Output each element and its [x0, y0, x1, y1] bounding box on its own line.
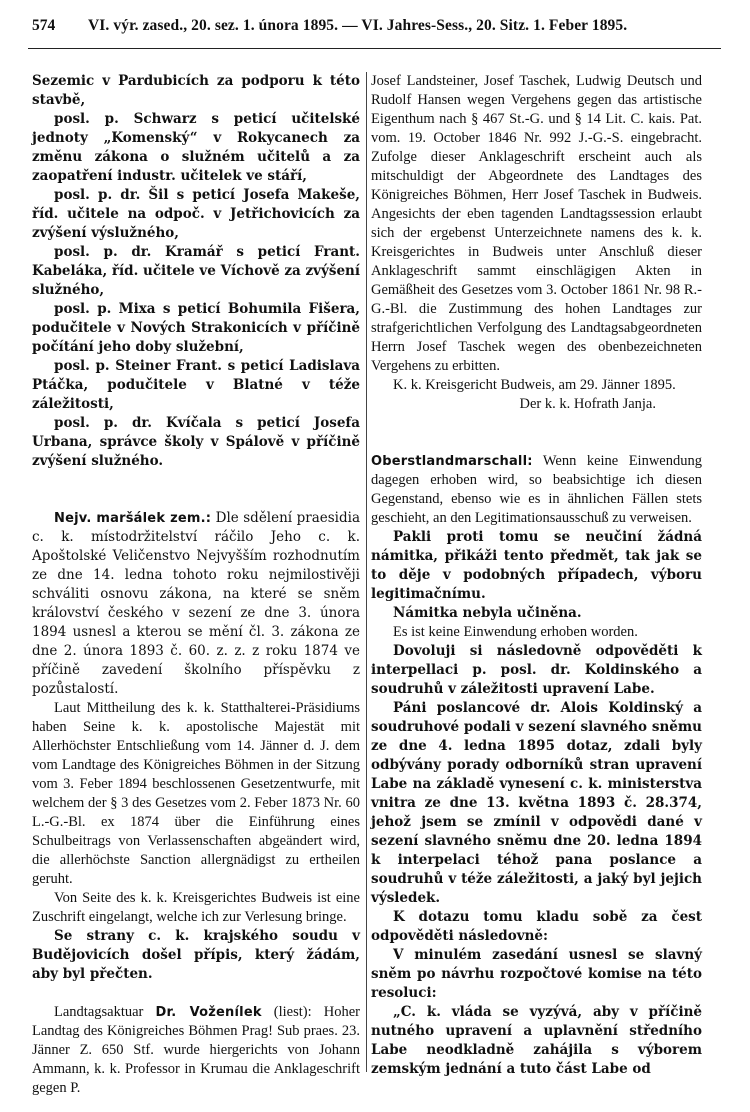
page-number: 574 [32, 17, 56, 34]
column-divider [366, 72, 367, 1072]
right-paragraph-7: Páni poslancové dr. Alois Koldinský a soudruhové podali v sezení slavného sněmu ze dne 4. ledna 1895 dotaz, zdali byly odbývány porady odborníků stran upravení Labe na základě vynesení c. k. ministerstva vnitra ze dne 13. května 1893 č. 28.374, jehož jsem se zmínil v odpovědi dané v sezení slavného sněmu dne 20. ledna 1894 k interpelaci téhož pana poslance a soudruhů v téže záležitosti, a jaký byl jejich výsledek. [371, 700, 702, 906]
left-paragraph-czech: Se strany c. k. krajského soudu v Budějovicích došel přípis, který žádám, aby byl přečten. [32, 928, 360, 982]
left-paragraph-3: posl. p. dr. Šil s peticí Josefa Makeše, říd. učitele na odpoč. v Jetřichovicích za zvýšení výslužného, [32, 187, 360, 241]
left-paragraph-german-2: Von Seite des k. k. Kreisgerichtes Budweis ist eine Zuschrift eingelangt, welche ich zur Verlesung bringe. [32, 890, 360, 925]
paragraph-3-end: žádná námitka, přikáži tento předmět, tak jak se to děje v podobných případech, výboru legitimačnímu. [371, 529, 702, 602]
right-paragraph-3 [371, 528, 702, 604]
right-paragraph-10: „C. k. vláda se vyzývá, aby v příčině nutného upravení a uplavnění středního Labe neodkladně zahájila s výborem zemským jednání a tuto část Labe od [371, 1004, 702, 1077]
section-gap [371, 414, 702, 433]
section-gap [32, 984, 360, 1003]
left-speaker-paragraph [32, 509, 360, 699]
right-paragraph-8: K dotazu tomu kladu sobě za čest odpověděti následovně: [371, 909, 702, 944]
left-paragraph-6: posl. p. Steiner Frant. s peticí Ladislava Ptáčka, podučitele v Blatné v téže záležitosti, [32, 358, 360, 412]
header-rule [28, 48, 721, 49]
aktuar-name: Dr. Voženílek [155, 1005, 262, 1020]
aktuar-text: (liest): Hoher Landtag des Königreiches Böhmen Prag! Sub praes. 23. Jänner Z. 650 Stf. wurde hiergerichts von Johann Ammann, k. k. Professor in Krumau die Anklageschrift gegen P. [32, 1004, 360, 1096]
right-paragraph-5: Es ist keine Einwendung erhoben worden. [393, 624, 638, 640]
left-paragraph-7: posl. p. dr. Kvíčala s peticí Josefa Urbana, správce školy v Spálově v příčině zvýšení služného. [32, 415, 360, 469]
section-gap [371, 433, 702, 452]
left-column [32, 72, 360, 1098]
speaker-name: Nejv. maršálek zem.: [54, 511, 212, 526]
right-paragraph-1: Josef Landsteiner, Josef Taschek, Ludwig Deutsch und Rudolf Hansen wegen Vergehens gegen das artistische Eigenthum nach § 467 St.-G. und § 14 Lit. C. kais. Pat. vom. 19. October 1846 Nr. 992 J.-G.-S. eingebracht. Zufolge dieser Anklageschrift erscheint auch als mitschuldigt der Abgeordnete des Landtages des Königreiches Böhmen, Herr Josef Taschek in Budweis. Angesichts der eben tagenden Landtagssession erlaubt sich der ergebenst Unterzeichnete namens des k. k. Kreisgerichtes in Budweis unter Anschluß dieser Anklageschrift sammt einschlägigen Akten in Gemäßheit des Gesetzes vom 3. October 1861 Nr. 98 R.-G.-Bl. die Zustimmung des hohen Landtages zur strafgerichtlichen Verfolgung des Landtagsabgeordneten Herrn Josef Taschek wegen des obenbezeichneten Vergehens zu erbitten. [371, 73, 702, 374]
left-paragraph-2: posl. p. Schwarz s peticí učitelské jednoty „Komenský“ v Rokycanech za změnu zákona o služném učitelů a za zaopatření industr. učitelek ve stáří, [32, 111, 360, 184]
left-paragraph-4: posl. p. dr. Kramář s peticí Frant. Kabeláka, říd. učitele ve Víchově za zvýšení služného, [32, 244, 360, 298]
left-paragraph-german-1: Laut Mittheilung des k. k. Statthalterei-Präsidiums haben Seine k. k. apostolische Majestät mit Allerhöchster Entschließung vom 14. Jänner d. J. dem vom Landtage des Königreiches Böhmen in der Sitzung vom 3. Feber 1894 beschlossenen Gesetzentwurfe, mit welchem der § 3 des Gesetzes vom 2. Feber 1873 Nr. 60 L.-G.-Bl. ex 1874 über die Einführung eines Schulbeitrags von Verlassenschaften abgeändert wird, die allerhöchste Sanction allergnädigst zu ertheilen geruht. [32, 700, 360, 887]
section-gap [32, 490, 360, 509]
place-date: K. k. Kreisgericht Budweis, am 29. Jänner 1895. [393, 377, 676, 393]
running-title: VI. výr. zased., 20. sez. 1. února 1895. — VI. Jahres-Sess., 20. Sitz. 1. Feber 1895. [88, 17, 628, 34]
left-paragraph-1: Sezemic v Pardubicích za podporu k této stavbě, [32, 73, 360, 108]
aktuar-label: Landtagsaktuar [54, 1004, 144, 1020]
right-paragraph-4: Námitka nebyla učiněna. [393, 605, 582, 621]
speaker-text-2: Wenn keine Einwendung dagegen erhoben wird, so beabsichtige ich diesen Gegenstand, ebenso wie es in ähnlichen Fällen stets geschieht, an den Legitimationsausschuß zu verweisen. [371, 453, 702, 526]
section-gap [32, 471, 360, 490]
speaker-name-2: Oberstlandmarschall: [371, 454, 533, 469]
right-paragraph-6: Dovoluji si následovně odpověděti k interpellaci p. posl. dr. Koldinského a soudruhů v záležitosti upravení Labe. [371, 643, 702, 697]
page-header [32, 17, 722, 43]
speaker-text: Dle sdělení praesidia c. k. místodržitelství ráčilo Jeho c. k. Apoštolské Veličenstvo Nejvyšším rozhodnutím ze dne 14. ledna tohoto roku nejmilostivěji schváliti osnovu zákona, na které se sněm království českého v sezení ze dne 3. února 1894 usnesl a kterou se mění čl. 3. zákona ze dne 2. února 1893 č. 60. z. z. z roku 1874 ve příčině zavedení školního příspěvku z pozůstalostí. [32, 510, 360, 697]
right-speaker-paragraph [371, 452, 702, 528]
right-column [371, 72, 702, 1079]
paragraph-3-start: Pakli proti tomu se neučiní [393, 529, 643, 545]
right-paragraph-9: V minulém zasedání usnesl se slavný sněm po návrhu rozpočtové komise na této resoluci: [371, 947, 702, 1001]
left-paragraph-aktuar [32, 1003, 360, 1098]
signature: Der k. k. Hofrath Janja. [519, 396, 656, 412]
left-paragraph-5: posl. p. Mixa s peticí Bohumila Fišera, podučitele v Nových Strakonicích v příčině počítání jeho doby služební, [32, 301, 360, 355]
